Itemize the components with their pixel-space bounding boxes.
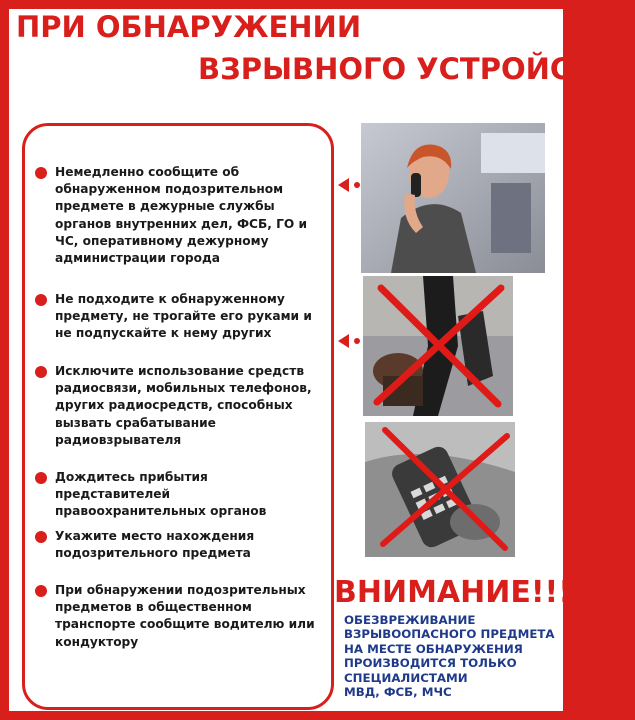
bullet-dot-icon [35, 585, 47, 597]
attention-notice [344, 613, 564, 699]
title-line-2: ВЗРЫВНОГО УСТРОЙСТВА [198, 52, 635, 86]
bullet-dot-icon [35, 294, 47, 306]
bullet-dot-icon [35, 167, 47, 179]
instruction-text: Укажите место нахождения подозрительного предмета [55, 529, 255, 561]
instruction-text: Немедленно сообщите об обнаруженном подозрительном предмете в дежурные службы органов внутренних дел, ФСБ, ГО и ЧС, оперативному дежурному администрации города [55, 165, 308, 266]
no-mobile-photo [365, 422, 515, 557]
bullet-dot-icon [35, 472, 47, 484]
title-line-1: ПРИ ОБНАРУЖЕНИИ [16, 10, 362, 44]
instruction-text: При обнаружении подозрительных предметов в общественном транспорте сообщите водителю или кондуктору [55, 583, 315, 649]
no-touch-photo [363, 276, 513, 416]
notice-line: НА МЕСТЕ ОБНАРУЖЕНИЯ [344, 641, 523, 656]
bullet-dot-icon [35, 531, 47, 543]
instruction-text: Исключите использование средств радиосвязи, мобильных телефонов, других радиосредств, способных вызвать срабатывание радиовзрывателя [55, 364, 312, 447]
notice-line: ПРОИЗВОДИТСЯ ТОЛЬКО [344, 656, 517, 671]
instruction-text: Не подходите к обнаруженному предмету, не трогайте его руками и не подпускайте к нему других [55, 292, 312, 341]
notice-line: СПЕЦИАЛИСТАМИ [344, 670, 468, 685]
notice-line: ОБЕЗВРЕЖИВАНИЕ [344, 613, 476, 627]
instructions-panel [22, 123, 334, 710]
notice-line: ВЗРЫВООПАСНОГО ПРЕДМЕТА [344, 627, 555, 642]
phone-call-photo [361, 123, 545, 273]
bullet-dot-icon [35, 366, 47, 378]
notice-line: МВД, ФСБ, МЧС [344, 685, 452, 700]
attention-heading: ВНИМАНИЕ!!! [334, 575, 572, 610]
instruction-text: Дождитесь прибытия представителей правоохранительных органов [55, 470, 267, 519]
